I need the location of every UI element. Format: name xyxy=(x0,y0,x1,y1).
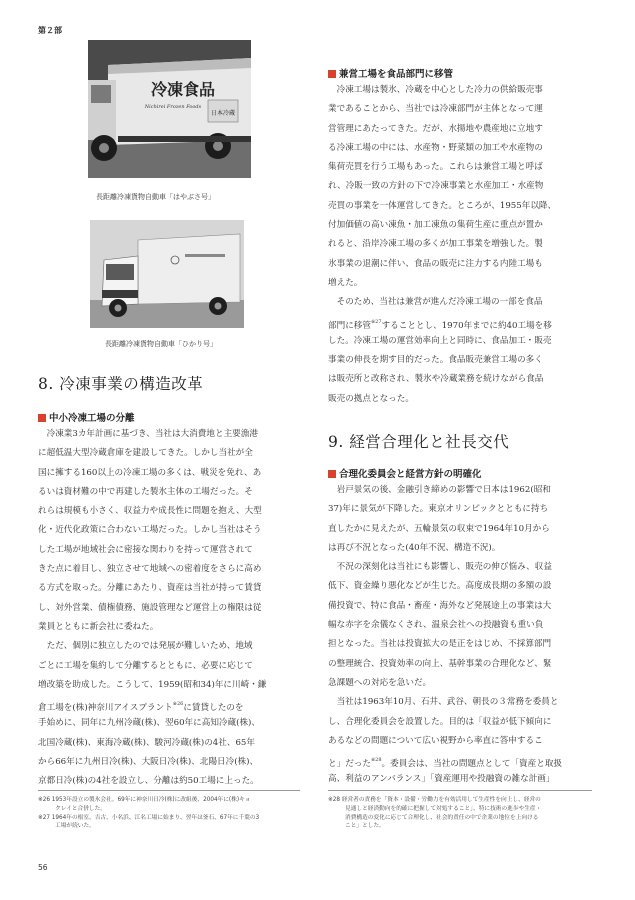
text-line: 北国冷蔵(株)、東海冷蔵(株)、駿河冷蔵(株)の4社、65年 xyxy=(38,737,255,748)
page-number: 56 xyxy=(38,863,48,872)
text-line: 業員とともに新会社に委ねた。 xyxy=(38,621,159,632)
text-line: に超低温大型冷蔵倉庫を建設してきた。しかし当社が全 xyxy=(38,448,253,459)
text-line: ごとに工場を集約して分離するとともに、必要に応じて xyxy=(38,660,253,671)
text-segment: 部門に移管 xyxy=(328,320,371,331)
text-line: 低下、資金繰り悪化などが生じた。高度成長期の多額の設 xyxy=(328,581,552,592)
text-line: 担となった。当社は投資拡大の是正をはじめ、不採算部門 xyxy=(328,639,552,650)
section-9-subheading xyxy=(328,466,482,480)
text-line: から66年に九州日冷(株)、大阪日冷(株)、北陽日冷(株)、 xyxy=(38,757,259,768)
text-line: 手始めに、同年に九州冷蔵(株)、翌60年に高知冷蔵(株)、 xyxy=(38,718,261,729)
section-9-paras xyxy=(328,481,592,790)
footnote-rule-left xyxy=(38,790,300,791)
footnote-line: こと」とした。 xyxy=(328,823,385,830)
truck-photo-hayabusa xyxy=(88,40,251,178)
text-line: した。冷凍工場の運営効率向上と同時に、食品加工・販売 xyxy=(328,335,552,346)
text-line: 京都日冷(株)の4社を設立し、分離は約50工場に上った。 xyxy=(38,776,259,787)
section-8-subheading xyxy=(38,410,135,424)
food-division-subheading-text: 兼営工場を食品部門に移管 xyxy=(339,69,454,80)
text-line: 直したかに見えたが、五輪景気の収束で1964年10月から xyxy=(328,523,550,534)
truck-illustration-hayabusa xyxy=(88,40,251,178)
text-line: 事業の伸長を期す目的だった。食品販売兼営工場の多く xyxy=(328,355,543,366)
text-line: る冷凍工場の中には、水産物・野菜類の加工や水産物の xyxy=(328,142,543,153)
section-8-para-1 xyxy=(38,425,300,792)
text-line: した工場が地域社会に密接な関わりを持って運営されて xyxy=(38,544,253,555)
text-line: 氷事業の退潮に伴い、食品の販売に注力する内陸工場も xyxy=(328,258,543,269)
text-line: ただ、個別に独立したのでは発展が難しいため、地域 xyxy=(38,641,253,652)
text-line: し、対外営業、債権債務、施設管理など運営上の権限は従 xyxy=(38,602,262,613)
footnote-line: 見通しと経済動向を的確に把握して対処すること」、特に技術の進歩や生産・ xyxy=(328,805,542,812)
text-line: 冷凍業3カ年計画に基づき、当社は大消費地と主要漁港 xyxy=(38,429,258,439)
text-line: るいは資材難の中で再建した製氷主体の工場だった。そ xyxy=(38,486,253,497)
footnote-line: 消費構造の変化に応じて合理化し、社会的責任の中で企業の地位を上向ける xyxy=(328,814,539,821)
part-label: 第２部 xyxy=(38,26,62,35)
text-line: 当社は1963年10月、石井、武谷、朝長の３常務を委員と xyxy=(328,697,559,708)
section-9-subheading-text: 合理化委員会と経営方針の明確化 xyxy=(339,469,482,480)
caption-hikari: 長距離冷凍貨物自動車「ひかり号」 xyxy=(105,340,217,348)
footnotes-right xyxy=(328,796,592,831)
text-segment: することとし、1970年までに約40工場を移 xyxy=(381,320,552,331)
text-line: は販売所と改称され、製氷や冷蔵業務を続けながら食品 xyxy=(328,374,544,385)
truck-photo-hikari xyxy=(90,220,244,328)
text-line xyxy=(328,313,592,332)
footnote-line: ※28 経営者の責務を「資本・設備・労働力を有効活用して生産性を向上し、経営の xyxy=(328,797,541,803)
text-line: 高、利益のアンバランス」「資産運用や投融資の雑な計画」 xyxy=(328,774,555,785)
food-division-subheading xyxy=(328,66,453,80)
text-line: 集荷売買を行う工場もあった。これらは兼営工場と呼ば xyxy=(328,162,543,173)
footnotes-left xyxy=(38,796,300,831)
text-line: る方式を取った。分離にあたり、資産は当社が持って賃貸 xyxy=(38,583,262,594)
text-line: 岩戸景気の後、金融引き締めの影響で日本は1962(昭和 xyxy=(328,485,551,495)
text-line: そのため、当社は兼営が進んだ冷凍工場の一部を食品 xyxy=(328,297,543,308)
footnote-line: 工場が続いた。 xyxy=(38,823,95,830)
text-line: 業であることから、当社では冷凍部門が主体となって運 xyxy=(328,104,543,115)
text-line xyxy=(328,751,592,770)
text-segment: 倉工場を(株)神奈川アイスプラント xyxy=(38,703,173,714)
footnote-ref-27[interactable]: ※27 xyxy=(370,318,382,325)
truck-side-text: 冷凍食品 xyxy=(150,80,216,99)
caption-hayabusa: 長距離冷凍貨物自動車「はやぶさ号」 xyxy=(96,193,215,201)
text-line: れらは規模も小さく、収益力や成長性に問題を抱え、大型 xyxy=(38,506,262,517)
section-8-subheading-text: 中小冷凍工場の分離 xyxy=(49,413,135,424)
text-line: 化・近代化政策に合わない工場だった。しかし当社はそう xyxy=(38,525,262,536)
footnote-ref-26[interactable]: ※26 xyxy=(172,701,184,708)
text-line: れると、沿岸冷凍工場の多くが加工事業を増強した。製 xyxy=(328,239,543,250)
text-segment: に賃貸したのを xyxy=(183,703,244,714)
text-line: 備投資で、特に食品・畜産・海外など発展途上の事業は大 xyxy=(328,600,552,611)
text-line: あるなどの問題について広い視野から率直に答申するこ xyxy=(328,735,543,746)
text-line: きた点に着目し、独立させて地域への密着度をさらに高め xyxy=(38,564,262,575)
text-line: は再び不況となった(40年不況、構造不況)。 xyxy=(328,542,501,553)
red-square-bullet xyxy=(328,470,336,478)
footnote-line: ※27 1964年の根室、吉古、小名浜、江名工場に始まり、翌年は釜石、67年に千葉の3 xyxy=(38,814,260,821)
footnote-rule-right xyxy=(328,790,592,791)
text-line: 付加価値の高い凍魚・加工凍魚の集荷生産に重点が置か xyxy=(328,220,543,231)
section-8-title: 8. 冷凍事業の構造改革 xyxy=(38,375,204,393)
text-line: 売買の事業を一体運営してきた。ところが、1955年以降、 xyxy=(328,200,557,211)
food-division-para xyxy=(328,81,592,409)
footnote-ref-28[interactable]: ※28 xyxy=(370,757,382,764)
red-square-bullet xyxy=(328,70,336,78)
text-line: 37)年に景気が下降した。東京オリンピックとともに持ち xyxy=(328,504,549,515)
text-line: 急課題への対応を急いだ。 xyxy=(328,677,432,688)
truck-side-subtext: 日本冷蔵 xyxy=(210,110,236,117)
text-line: し、合理化委員会を設置した。目的は「収益が低下傾向に xyxy=(328,716,552,727)
text-line: 販売の拠点となった。 xyxy=(328,393,414,404)
truck-illustration-hikari xyxy=(90,220,244,328)
text-line: 不況の深刻化は当社にも影響し、販売の伸び悩み、収益 xyxy=(328,562,552,573)
text-line: 増えた。 xyxy=(328,277,363,288)
text-line: の整理統合、投資効率の向上、基幹事業の合理化など、緊 xyxy=(328,658,552,669)
text-line: 冷凍工場は製氷、冷蔵を中心とした冷力の供給販売事 xyxy=(328,85,543,95)
footnote-line: クレイと合併した。 xyxy=(38,805,106,812)
text-line xyxy=(38,695,300,714)
text-segment: と」だった xyxy=(328,759,371,770)
truck-side-script: Nichirei Frozen Foods xyxy=(144,104,202,110)
text-line: 営管理にあたってきた。だが、水揚地や農産地に立地す xyxy=(328,123,543,134)
text-line: 国に擁する160以上の冷凍工場の多くは、戦災を免れ、あ xyxy=(38,467,262,478)
footnote-line: ※26 1953年設立の製氷会社。69年に神奈川日冷(株)に改組後、2004年に(株)キョ xyxy=(38,797,251,803)
text-line: 幅な赤字を余儀なくされ、温泉会社への投融資も重い負 xyxy=(328,620,544,631)
section-9-title: 9. 経営合理化と社長交代 xyxy=(328,433,510,451)
text-line: 増改築を助成した。こうして、1959(昭和34)年に川崎・鎌 xyxy=(38,679,267,690)
text-segment: 。委員会は、当社の問題点として「資産と取扱 xyxy=(381,759,563,770)
red-square-bullet xyxy=(38,414,46,422)
text-line: れ、冷販一致の方針の下で冷凍事業と水産加工・水産物 xyxy=(328,181,544,192)
